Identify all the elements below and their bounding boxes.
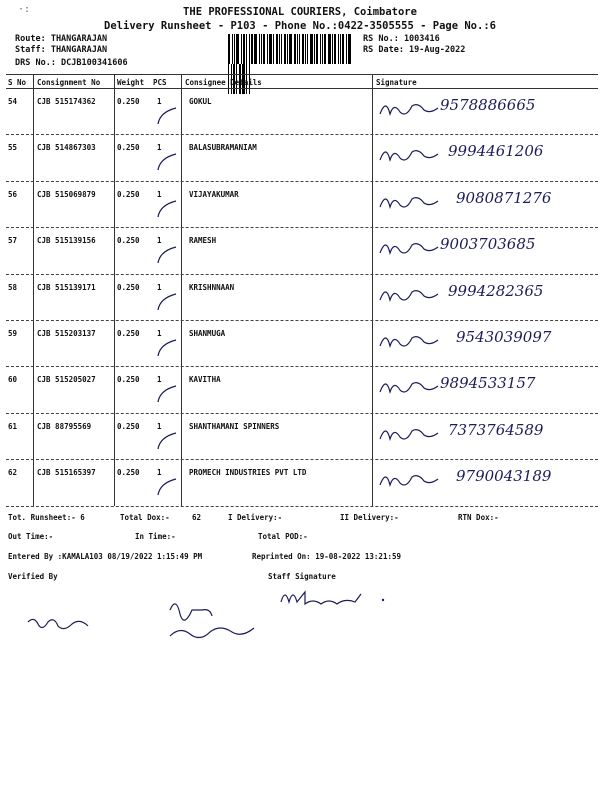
rs-date: RS Date: 19-Aug-2022 — [363, 45, 466, 55]
barcode-bar — [299, 34, 300, 64]
row-consignee-name: SHANMUGA — [189, 329, 226, 338]
row-sno: 59 — [8, 329, 18, 338]
row-weight: 0.250 — [117, 97, 140, 106]
verifier-signatures — [20, 600, 280, 650]
row-consignee-name: SHANTHAMANI SPINNERS — [189, 421, 280, 431]
barcode-bar — [287, 34, 288, 64]
row-signature-phone: 9790043189 — [456, 467, 552, 486]
row-sno: 55 — [8, 143, 18, 153]
row-consignee-name: KAVITHA — [189, 375, 221, 385]
out-time: Out Time:- — [8, 532, 54, 541]
row-signature-scribble — [376, 189, 446, 215]
barcode-bar — [273, 34, 274, 64]
route-label: Route: THANGARAJAN — [15, 34, 108, 44]
row-signature-phone: 9994461206 — [448, 142, 544, 161]
row-pcs: 1 — [157, 329, 162, 338]
row-consignment-no: CJB 515139156 — [37, 236, 96, 246]
barcode-bar — [320, 34, 321, 64]
barcode-bar — [281, 34, 282, 64]
row-pcs: 1 — [157, 189, 162, 199]
barcode-bar — [251, 34, 253, 64]
row-sno: 60 — [8, 375, 18, 385]
ii-delivery: II Delivery:- — [340, 513, 399, 522]
row-weight: 0.250 — [117, 282, 140, 292]
barcode-bar — [316, 34, 318, 64]
barcode-bar — [314, 34, 315, 64]
reprinted-on: Reprinted On: 19-08-2022 13:21:59 — [252, 552, 402, 561]
row-signature-phone: 9080871276 — [456, 188, 552, 207]
row-handwritten-tick — [152, 338, 182, 360]
row-handwritten-tick — [152, 245, 182, 267]
col-header-weight: Weight — [117, 78, 145, 87]
barcode-bar — [232, 34, 233, 64]
barcode-bar — [236, 34, 239, 64]
row-weight: 0.250 — [117, 375, 140, 385]
row-handwritten-tick — [152, 106, 182, 128]
row-signature-phone: 9578886665 — [440, 96, 536, 114]
barcode-bar — [289, 34, 292, 64]
row-handwritten-tick — [152, 431, 182, 453]
row-handwritten-tick — [152, 199, 182, 221]
row-weight: 0.250 — [117, 189, 140, 199]
row-consignment-no: CJB 515165397 — [37, 468, 96, 478]
total-pod: Total POD:- — [258, 532, 308, 541]
entered-by: Entered By :KAMALA103 08/19/2022 1:15:49 PM — [8, 552, 203, 561]
row-signature-phone: 9894533157 — [440, 374, 536, 393]
row-handwritten-tick — [152, 384, 182, 406]
barcode-bar — [338, 34, 339, 64]
row-pcs: 1 — [157, 282, 162, 292]
row-consignment-no: CJB 515139171 — [37, 282, 96, 292]
row-signature-scribble — [376, 467, 446, 493]
row-consignment-no: CJB 88795569 — [37, 421, 92, 431]
row-weight: 0.250 — [117, 143, 140, 153]
barcode-bar — [246, 34, 247, 64]
row-signature-phone: 9003703685 — [440, 235, 536, 254]
row-sno: 62 — [8, 468, 18, 478]
staff-signature-scribble — [275, 582, 395, 612]
barcode-bar — [324, 34, 326, 64]
row-consignment-no: CJB 515205027 — [37, 375, 96, 385]
row-signature-scribble — [376, 142, 446, 168]
barcode-bar — [261, 34, 262, 64]
barcode-bar — [249, 34, 250, 64]
row-weight: 0.250 — [117, 236, 140, 246]
table-top-border — [6, 74, 598, 75]
row-handwritten-tick — [152, 152, 182, 174]
row-consignment-no: CJB 515203137 — [37, 329, 96, 338]
barcode-bar — [263, 34, 265, 64]
barcode-bar — [294, 34, 296, 64]
runsheet-subtitle: Delivery Runsheet - P103 - Phone No.:0422-3505555 - Page No.:6 — [104, 20, 496, 32]
row-pcs: 1 — [157, 375, 162, 385]
row-signature-phone: 9994282365 — [448, 281, 544, 300]
total-dox-label: Total Dox:- — [120, 513, 170, 522]
barcode-bar — [297, 34, 298, 64]
row-handwritten-tick — [152, 292, 182, 314]
drs-number: DRS No.: DCJB100341606 — [15, 58, 128, 68]
row-separator — [6, 181, 598, 182]
row-pcs: 1 — [157, 143, 162, 153]
barcode-bar — [241, 34, 242, 64]
col-header-consignment: Consignment No — [37, 78, 101, 87]
row-sno: 58 — [8, 282, 18, 292]
barcode-bar — [254, 34, 257, 64]
row-sno: 61 — [8, 421, 18, 431]
company-title: THE PROFESSIONAL COURIERS, Coimbatore — [183, 6, 417, 18]
row-sno: 56 — [8, 189, 18, 199]
staff-signature-label: Staff Signature — [268, 572, 336, 581]
barcode-bar — [234, 34, 235, 64]
row-signature-scribble — [376, 374, 446, 400]
row-pcs: 1 — [157, 97, 162, 106]
row-pcs: 1 — [157, 421, 162, 431]
row-signature-phone: 9543039097 — [456, 328, 552, 346]
col-header-signature: Signature — [376, 78, 417, 87]
barcode-bar — [284, 34, 286, 64]
barcode-bar — [276, 34, 278, 64]
row-separator — [6, 320, 598, 321]
barcode-bar — [279, 34, 280, 64]
row-separator — [6, 227, 598, 228]
barcode-bar — [305, 34, 306, 64]
row-pcs: 1 — [157, 468, 162, 478]
tot-runsheet: Tot. Runsheet:- 6 — [8, 513, 85, 522]
row-sno: 57 — [8, 236, 18, 246]
barcode-bar — [228, 34, 230, 64]
col-header-consignee: Consignee Details — [185, 78, 262, 87]
barcode-bar — [243, 34, 245, 64]
row-consignee-name: RAMESH — [189, 236, 217, 246]
col-header-sno: S No — [8, 78, 27, 87]
table-bottom-border — [6, 506, 598, 507]
row-sno: 54 — [8, 97, 18, 106]
row-weight: 0.250 — [117, 421, 140, 431]
barcode-bar — [310, 34, 313, 64]
rs-number: RS No.: 1003416 — [363, 34, 440, 44]
row-signature-scribble — [376, 328, 446, 354]
barcode-bar — [307, 34, 308, 64]
row-consignment-no: CJB 514867303 — [37, 143, 96, 153]
row-separator — [6, 413, 598, 414]
row-consignee-name: PROMECH INDUSTRIES PVT LTD — [189, 468, 307, 478]
row-signature-phone: 7373764589 — [448, 420, 544, 439]
barcode-bar — [322, 34, 323, 64]
barcode — [228, 34, 354, 64]
row-signature-scribble — [376, 421, 446, 447]
barcode-bar — [334, 34, 336, 64]
row-separator — [6, 459, 598, 460]
row-pcs: 1 — [157, 236, 162, 246]
barcode-bar — [302, 34, 304, 64]
row-signature-scribble — [376, 282, 446, 308]
row-weight: 0.250 — [117, 468, 140, 478]
barcode-bar — [259, 34, 260, 64]
row-weight: 0.250 — [117, 329, 140, 338]
row-consignee-name: GOKUL — [189, 97, 212, 106]
row-separator — [6, 366, 598, 367]
barcode-bar — [342, 34, 344, 64]
in-time: In Time:- — [135, 532, 176, 541]
total-dox-value: 62 — [192, 513, 202, 522]
barcode-bar — [332, 34, 333, 64]
barcode-bar — [340, 34, 341, 64]
i-delivery: I Delivery:- — [228, 513, 283, 522]
barcode-bar — [348, 34, 351, 64]
col-divider — [372, 74, 373, 506]
col-divider — [33, 74, 34, 506]
barcode-bar — [267, 34, 268, 64]
row-consignee-name: VIJAYAKUMAR — [189, 189, 239, 199]
barcode-bar — [269, 34, 272, 64]
row-handwritten-tick — [152, 477, 182, 499]
barcode-bar — [328, 34, 331, 64]
staff-label: Staff: THANGARAJAN — [15, 45, 108, 55]
row-signature-scribble — [376, 96, 446, 122]
barcode-bar — [346, 34, 347, 64]
row-separator — [6, 274, 598, 275]
col-header-pcs: PCS — [153, 78, 167, 87]
row-consignment-no: CJB 515174362 — [37, 97, 96, 106]
row-signature-scribble — [376, 235, 446, 261]
scan-artifact: ·: — [18, 4, 31, 15]
row-separator — [6, 134, 598, 135]
rtn-dox: RTN Dox:- — [458, 513, 499, 522]
col-divider — [114, 74, 115, 506]
table-header-border — [6, 88, 598, 89]
row-consignee-name: KRISHNNAAN — [189, 282, 235, 292]
row-consignee-name: BALASUBRAMANIAM — [189, 143, 257, 153]
row-consignment-no: CJB 515069879 — [37, 189, 96, 199]
verified-by: Verified By — [8, 572, 58, 581]
